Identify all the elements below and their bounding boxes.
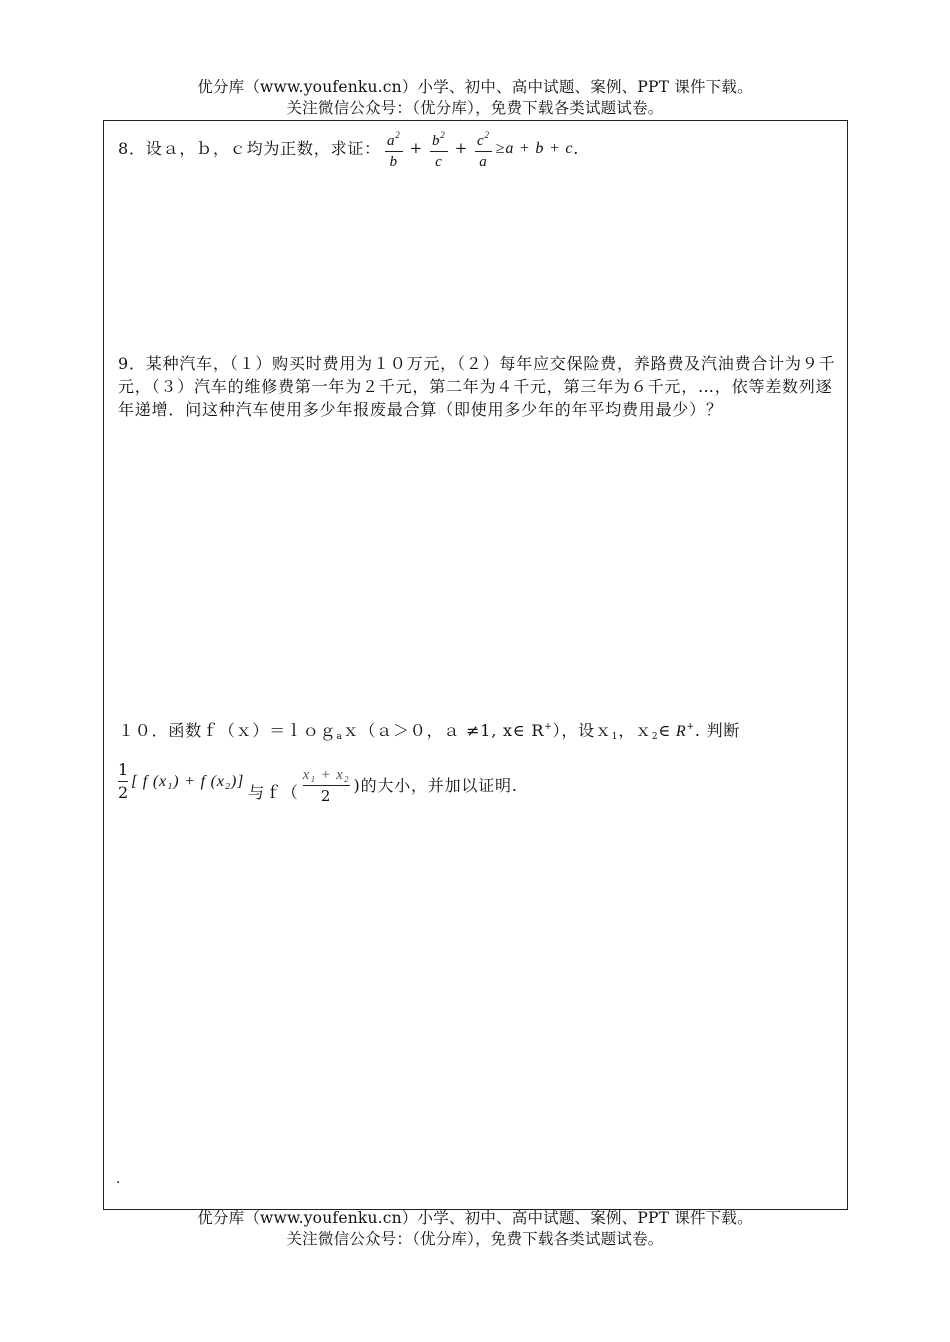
q8-term-1: $\frac{a^2}{b}$ (385, 125, 403, 172)
page-footer (0, 1208, 950, 1250)
footer-line-1: 优分库（www.youfenku.cn）小学、初中、高中试题、案例、PPT 课件下载。 (197, 1209, 753, 1227)
q8-rhs: ≥a + b + c (495, 140, 574, 157)
q10-line-1: １０．函数ｆ（ｘ）＝ｌｏｇ$_a$ｘ（ａ＞０，ａ ≠1, x∈ R+），设ｘ$_1$，ｘ$_2$∈ R+. 判断 (118, 721, 741, 742)
q10-half-fraction: 1 2 (118, 760, 129, 802)
question-8: 8．设ａ，ｂ，ｃ均为正数，求证： $\frac{a^2}{b}$ + $\frac{b^2}{c}$ + $\frac{c^2}{a}$ ≥a + b + c . (118, 125, 840, 172)
q8-prefix: 8．设ａ，ｂ，ｃ均为正数，求证： (118, 139, 381, 158)
answer-box (103, 120, 848, 1210)
footer-line-2: 关注微信公众号：（优分库），免费下载各类试题试卷。 (286, 1230, 664, 1248)
q10-bracket-expr: [ f (x₁) + f (x₂)] (130, 773, 245, 790)
q10-and: 与ｆ（ (248, 783, 299, 802)
end-mark: . (116, 1171, 121, 1187)
q10-midpoint-fraction: $\frac{\text{x₁ + x₂}}{2}$ (302, 767, 350, 805)
q10-close: )的大小，并加以证明. (353, 776, 518, 795)
page-header (0, 77, 950, 119)
question-10 (118, 716, 840, 806)
question-9: 9．某种汽车，（１）购买时费用为１０万元，（２）每年应交保险费，养路费及汽油费合计为９千元，（３）汽车的维修费第一年为２千元，第二年为４千元，第三年为６千元，…，依等差数列逐年递增．问这种汽车使用多少年报废最合算（即使用多少年的年平均费用最少）？ (118, 354, 836, 419)
q8-end: . (573, 139, 580, 158)
q8-term-2: $\frac{b^2}{c}$ (430, 125, 448, 172)
header-line-1: 优分库（www.youfenku.cn）小学、初中、高中试题、案例、PPT 课件下载。 (197, 78, 753, 96)
q8-term-3: $\frac{c^2}{a}$ (475, 125, 492, 172)
header-line-2: 关注微信公众号：（优分库），免费下载各类试题试卷。 (286, 99, 664, 117)
q10-line-2 (118, 757, 840, 806)
